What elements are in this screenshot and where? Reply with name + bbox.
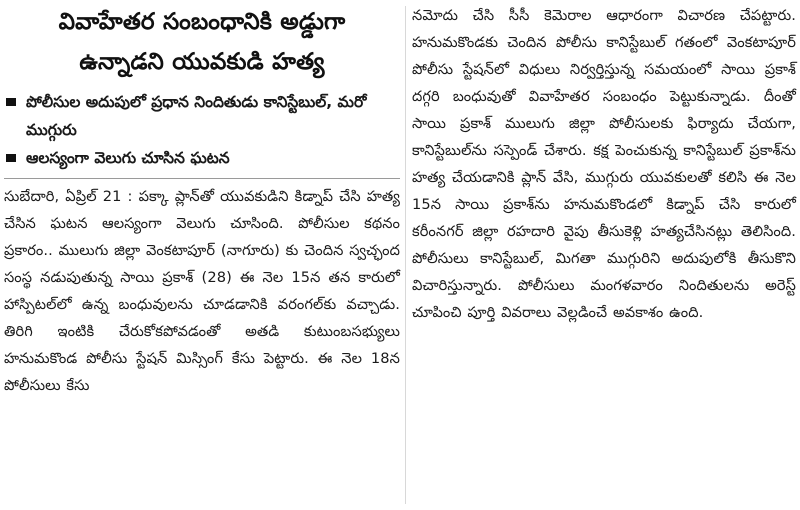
column-divider — [405, 6, 406, 504]
bullet-text: పోలీసుల అదుపులో ప్రధాన నిందితుడు కానిస్టేబుల్, మరో ముగ్గురు — [26, 93, 367, 139]
section-divider — [4, 178, 400, 179]
square-bullet-icon — [6, 154, 16, 162]
square-bullet-icon — [6, 98, 16, 106]
body-paragraph-left: పక్కా ప్లాన్‌తో యువకుడిని కిడ్నాప్ చేసి హత్య చేసిన ఘటన ఆలస్యంగా వెలుగు చూసింది. పోలీసుల కథనం ప్రకారం.. ములుగు జిల్లా వెంకటాపూర్ (నాగూరు) కు చెందిన స్వచ్ఛంద సంస్థ నడుపుతున్న సాయి ప్రకాశ్ (28) ఈ నెల 15న తన కారులో హాస్పిటల్‌లో ఉన్న బంధువులను చూడడానికి వరంగల్‌కు వచ్చాడు. తిరిగి ఇంటికి చేరుకోకపోవడంతో అతడి కుటుంబసభ్యులు హనుమకొండ పోలీసు స్టేషన్ మిస్సింగ్ కేసు పెట్టారు. ఈ నెల 18న పోలీసులు కేసు — [4, 188, 400, 394]
body-paragraph-right: నమోదు చేసి సీసీ కెమెరాల ఆధారంగా విచారణ చేపట్టారు. హనుమకొండకు చెందిన పోలీసు కానిస్టేబుల్ గతంలో వెంకటాపూర్ పోలీసు స్టేషన్‌లో విధులు నిర్వర్తిస్తున్న సమయంలో సాయి ప్రకాశ్ దగ్గరి బంధువుతో వివాహేతర సంబంధం పెట్టుకున్నాడు. దీంతో సాయి ప్రకాశ్ ములుగు జిల్లా పోలీసులకు ఫిర్యాదు చేయగా, కానిస్టేబుల్‌ను సస్పెండ్ చేశారు. కక్ష పెంచుకున్న కానిస్టేబుల్ ప్రకాశ్‌ను హత్య చేయడానికి ప్లాన్ వేసి, ముగ్గురు యువకులతో కలిసి ఈ నెల 15న సాయి ప్రకాశ్‌ను హనుమకొండలో కిడ్నాప్ చేసి కారులో కరీంనగర్ జిల్లా రహదారి వైపు తీసుకెళ్లి హత్యచేసినట్లు తెలిసింది. పోలీసులు కానిస్టేబుల్, మిగతా ముగ్గురిని అదుపులోకి తీసుకొని విచారిస్తున్నారు. పోలీసులు మంగళవారం నిందితులను అరెస్ట్ చూపించి పూర్తి వివరాలు వెల్లడించే అవకాశం ఉంది. — [412, 7, 796, 321]
right-column — [412, 2, 796, 326]
bullet-point — [4, 88, 400, 144]
subheadline-bullets — [4, 88, 400, 172]
headline-line-1: వివాహేతర సంబంధానికి అడ్డుగా — [58, 9, 346, 35]
dateline: సుబేదారి, ఏప్రిల్ 21 : — [4, 188, 133, 205]
bullet-text: ఆలస్యంగా వెలుగు చూసిన ఘటన — [26, 149, 230, 167]
left-column — [4, 2, 400, 399]
article-body-right — [412, 2, 796, 326]
bullet-point — [4, 144, 400, 172]
headline-line-2: ఉన్నాడని యువకుడి హత్య — [79, 49, 325, 75]
article-body-left — [4, 183, 400, 399]
